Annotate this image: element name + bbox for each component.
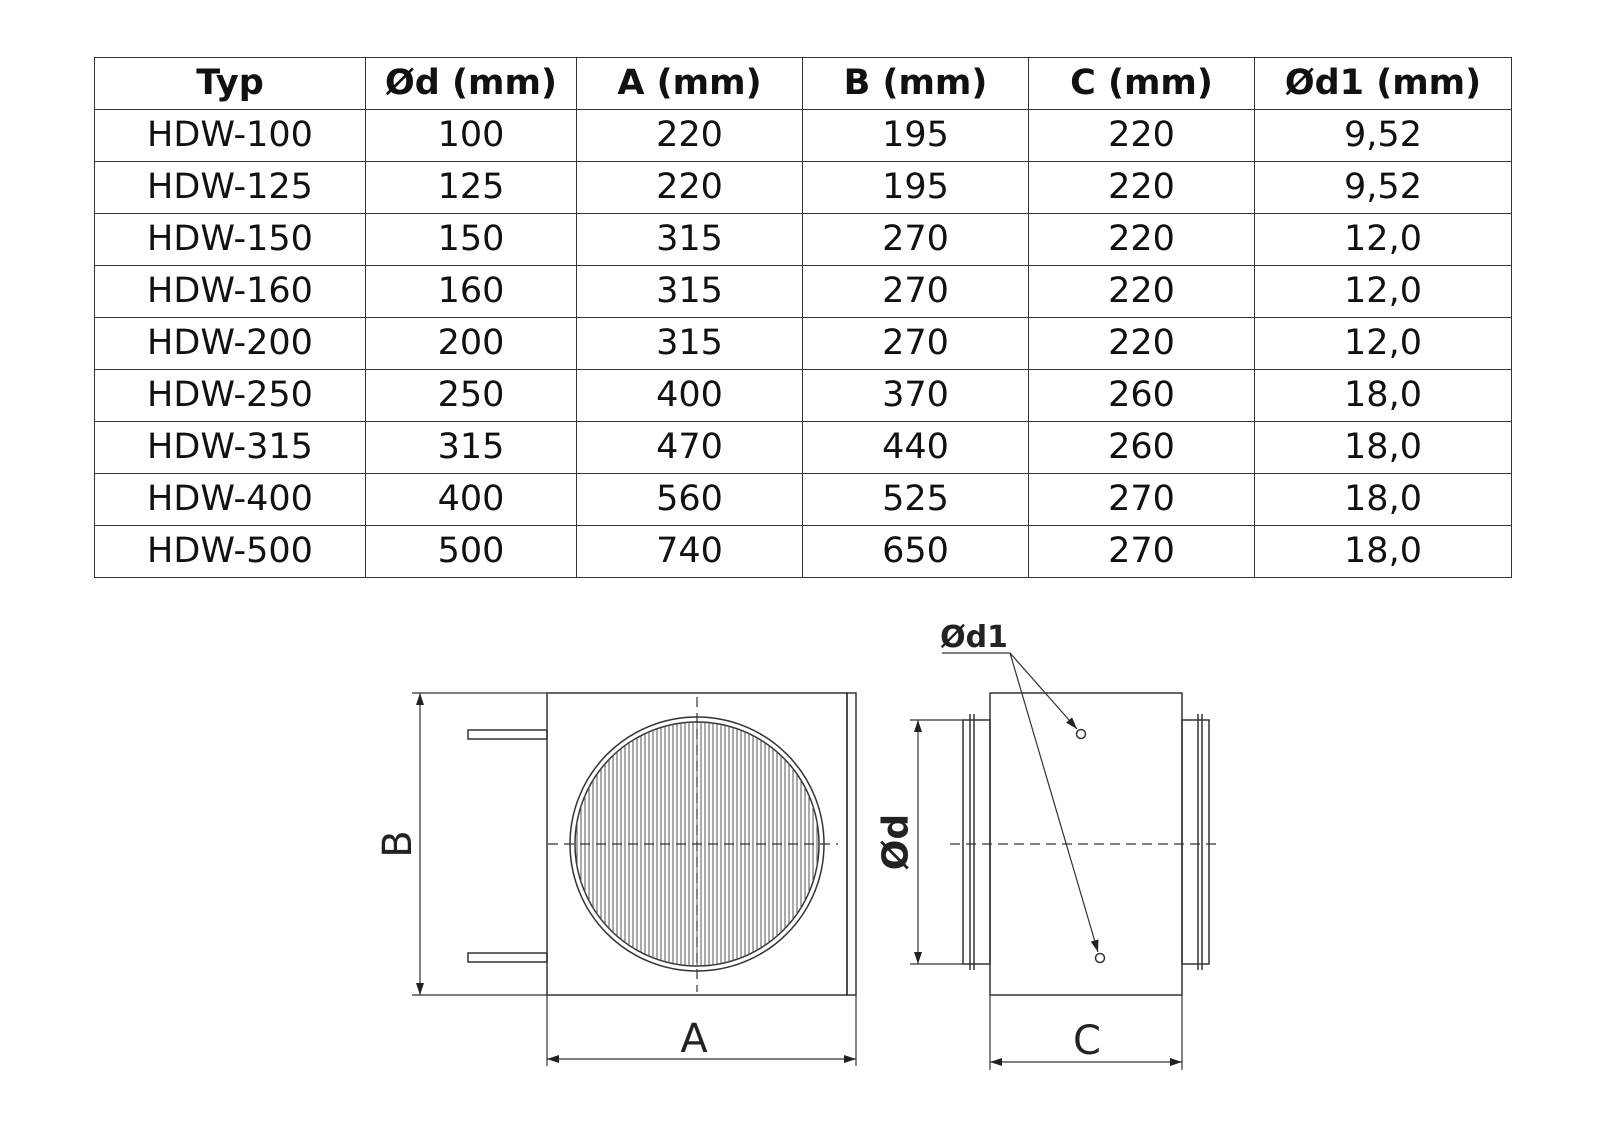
- table-cell: 270: [803, 266, 1029, 318]
- connection-port-bottom: [1096, 954, 1105, 963]
- table-cell: 400: [366, 474, 577, 526]
- table-cell: 270: [1029, 474, 1255, 526]
- pipe-stub-top: [468, 730, 547, 739]
- header-d: Ød (mm): [366, 58, 577, 110]
- table-cell: 315: [577, 214, 803, 266]
- table-cell: 220: [1029, 214, 1255, 266]
- table-cell: 220: [577, 110, 803, 162]
- table-cell: HDW-125: [95, 162, 366, 214]
- table-cell: HDW-100: [95, 110, 366, 162]
- table-cell: 470: [577, 422, 803, 474]
- table-cell: 315: [366, 422, 577, 474]
- table-cell: 18,0: [1255, 370, 1512, 422]
- table-cell: 400: [577, 370, 803, 422]
- dim-c-label: C: [1073, 1018, 1101, 1064]
- table-cell: 650: [803, 526, 1029, 578]
- table-cell: HDW-250: [95, 370, 366, 422]
- table-cell: 260: [1029, 422, 1255, 474]
- pipe-stub-bottom: [468, 953, 547, 962]
- table-cell: 200: [366, 318, 577, 370]
- table-cell: 220: [1029, 266, 1255, 318]
- table-cell: 525: [803, 474, 1029, 526]
- table-cell: 440: [803, 422, 1029, 474]
- dim-d-label: Ød: [875, 813, 917, 871]
- leader-d1-to-bottom-port: [1010, 653, 1098, 952]
- header-d1: Ød1 (mm): [1255, 58, 1512, 110]
- table-cell: 315: [577, 266, 803, 318]
- front-flange: [847, 693, 856, 995]
- dim-b-label: B: [375, 830, 421, 858]
- leader-d1-to-top-port: [1010, 653, 1077, 729]
- table-cell: 560: [577, 474, 803, 526]
- table-cell: 220: [577, 162, 803, 214]
- table-cell: 250: [366, 370, 577, 422]
- table-cell: 18,0: [1255, 422, 1512, 474]
- table-cell: 100: [366, 110, 577, 162]
- table-cell: HDW-315: [95, 422, 366, 474]
- side-spigot-left: [963, 720, 990, 964]
- table-cell: 125: [366, 162, 577, 214]
- table-cell: 9,52: [1255, 162, 1512, 214]
- table-cell: 195: [803, 162, 1029, 214]
- table-cell: HDW-200: [95, 318, 366, 370]
- table-cell: 220: [1029, 318, 1255, 370]
- connection-port-top: [1077, 730, 1086, 739]
- table-cell: 370: [803, 370, 1029, 422]
- table-cell: 18,0: [1255, 474, 1512, 526]
- table-cell: 18,0: [1255, 526, 1512, 578]
- table-cell: 270: [803, 214, 1029, 266]
- header-typ: Typ: [95, 58, 366, 110]
- dim-d1-label: Ød1: [940, 620, 1008, 655]
- dim-a-label: A: [680, 1016, 708, 1062]
- table-cell: 315: [577, 318, 803, 370]
- table-cell: HDW-500: [95, 526, 366, 578]
- table-cell: 9,52: [1255, 110, 1512, 162]
- table-cell: 220: [1029, 110, 1255, 162]
- dimension-d: [910, 720, 963, 964]
- table-cell: HDW-400: [95, 474, 366, 526]
- table-cell: 260: [1029, 370, 1255, 422]
- table-cell: 160: [366, 266, 577, 318]
- table-cell: 270: [803, 318, 1029, 370]
- table-cell: 12,0: [1255, 214, 1512, 266]
- table-cell: 150: [366, 214, 577, 266]
- front-view: [468, 693, 856, 995]
- leader-d1: [942, 653, 1098, 952]
- side-spigot-right: [1182, 720, 1209, 964]
- header-a: A (mm): [577, 58, 803, 110]
- table-cell: 12,0: [1255, 318, 1512, 370]
- side-view: [950, 693, 1222, 995]
- header-c: C (mm): [1029, 58, 1255, 110]
- table-cell: 220: [1029, 162, 1255, 214]
- table-cell: 740: [577, 526, 803, 578]
- table-cell: HDW-150: [95, 214, 366, 266]
- header-b: B (mm): [803, 58, 1029, 110]
- table-cell: 500: [366, 526, 577, 578]
- table-cell: 12,0: [1255, 266, 1512, 318]
- table-cell: 195: [803, 110, 1029, 162]
- table-cell: HDW-160: [95, 266, 366, 318]
- table-cell: 270: [1029, 526, 1255, 578]
